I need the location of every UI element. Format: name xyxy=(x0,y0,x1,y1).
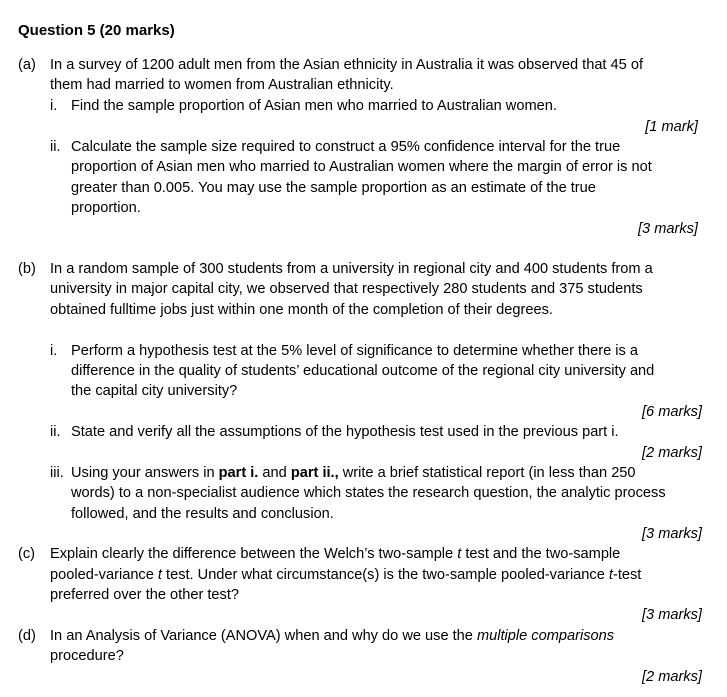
part-c-line-3: preferred over the other test? xyxy=(50,587,240,603)
part-b-intro-line-1: In a random sample of 300 students from a university in regional city and 400 students from a xyxy=(50,261,653,277)
part-d-line-1 xyxy=(50,626,614,646)
part-c-marks: [3 marks] xyxy=(641,607,702,623)
part-c-line-2 xyxy=(50,565,641,585)
part-b-iii-line-1-and: and xyxy=(258,465,291,481)
part-b-ii-label: ii. xyxy=(50,424,61,440)
part-b-iii-line-3: followed, and the results and conclusion. xyxy=(71,506,334,522)
part-c-line-1-start: Explain clearly the difference between the Welch’s two-sample xyxy=(50,546,458,562)
part-i-reference: part i. xyxy=(218,465,259,481)
part-a-ii-line-2: proportion of Asian men who married to Australian women where the margin of error is not xyxy=(71,159,652,175)
multiple-comparisons-term: multiple comparisons xyxy=(476,628,615,644)
part-c-line-1-end: test and the two-sample xyxy=(461,546,621,562)
part-a-ii-line-1: Calculate the sample size required to construct a 95% confidence interval for the true xyxy=(71,139,621,155)
part-a-label: (a) xyxy=(18,57,36,73)
part-d-line-2: procedure? xyxy=(50,648,124,664)
part-a-ii-marks: [3 marks] xyxy=(637,221,698,237)
part-ii-reference: part ii., xyxy=(290,465,339,481)
part-a-i-marks: [1 mark] xyxy=(645,119,698,135)
part-c-label: (c) xyxy=(18,546,36,562)
part-d-line-1-start: In an Analysis of Variance (ANOVA) when and why do we use the xyxy=(50,628,477,644)
part-b-iii-line-2: words) to a non-specialist audience which states the research question, the analytic process xyxy=(71,485,666,501)
part-b-i-line-1: Perform a hypothesis test at the 5% level of significance to determine whether there is a xyxy=(71,343,639,359)
part-b-iii-marks: [3 marks] xyxy=(641,526,702,542)
t-symbol: t xyxy=(457,546,462,562)
part-b-label: (b) xyxy=(18,261,36,277)
part-b-i-line-3: the capital city university? xyxy=(71,383,238,399)
part-b-iii-line-1 xyxy=(71,463,636,483)
part-a-ii-label: ii. xyxy=(50,139,61,155)
part-c-line-2-start: pooled-variance xyxy=(50,567,158,583)
part-b-i-label: i. xyxy=(50,343,58,359)
part-b-iii-label: iii. xyxy=(50,465,64,481)
t-symbol: t xyxy=(157,567,162,583)
part-c-line-2-end: -test xyxy=(612,567,642,583)
t-symbol: t xyxy=(608,567,613,583)
part-b-iii-line-1-end: write a brief statistical report (in less than 250 xyxy=(338,465,636,481)
part-b-intro-line-2: university in major capital city, we observed that respectively 280 students and 375 students xyxy=(50,281,643,297)
part-a-intro-line-2: them had married to women from Australian ethnicity. xyxy=(50,77,394,93)
part-d-label: (d) xyxy=(18,628,36,644)
question-title: Question 5 (20 marks) xyxy=(18,22,175,39)
part-a-i-text: Find the sample proportion of Asian men who married to Australian women. xyxy=(71,98,557,114)
part-a-ii-line-3: greater than 0.005. You may use the sample proportion as an estimate of the true xyxy=(71,180,596,196)
part-b-intro-line-3: obtained fulltime jobs just within one month of the completion of their degrees. xyxy=(50,302,553,318)
part-d-marks: [2 marks] xyxy=(641,669,702,685)
part-b-ii-marks: [2 marks] xyxy=(641,445,702,461)
part-c-line-1 xyxy=(50,544,620,564)
part-b-iii-line-1-start: Using your answers in xyxy=(71,465,219,481)
part-b-i-line-2: difference in the quality of students’ educational outcome of the regional city university and xyxy=(71,363,655,379)
part-a-intro-line-1: In a survey of 1200 adult men from the Asian ethnicity in Australia it was observed that 45 of xyxy=(50,57,643,73)
part-c-line-2-mid: test. Under what circumstance(s) is the two-sample pooled-variance xyxy=(161,567,609,583)
part-b-i-marks: [6 marks] xyxy=(641,404,702,420)
part-a-ii-line-4: proportion. xyxy=(71,200,141,216)
part-a-i-label: i. xyxy=(50,98,58,114)
part-b-ii-text: State and verify all the assumptions of the hypothesis test used in the previous part i. xyxy=(71,424,619,440)
